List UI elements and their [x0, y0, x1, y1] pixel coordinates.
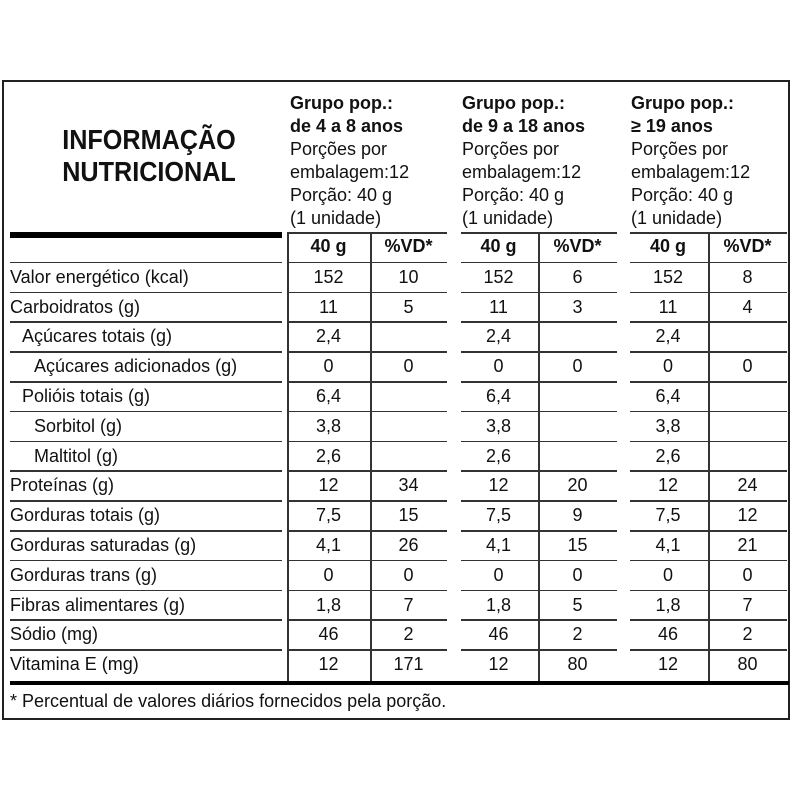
row-value: 0	[572, 356, 583, 377]
column-header-amount: 40 g	[480, 236, 517, 256]
row-value: 152	[313, 266, 344, 287]
row-value: 8	[742, 266, 753, 287]
title-line-1: INFORMAÇÃO	[62, 124, 236, 155]
row-value	[538, 322, 617, 351]
footnote: * Percentual de valores diários fornecidos pela porção.	[10, 691, 447, 711]
row-value: 80	[567, 654, 588, 675]
row-value: 6	[572, 266, 583, 287]
row-value: 24	[737, 475, 758, 496]
row-value: 4,1	[655, 535, 681, 555]
row-value: 2,6	[655, 445, 681, 466]
row-label: Vitamina E (mg)	[10, 654, 139, 675]
row-value: 7,5	[485, 505, 512, 526]
row-value: 2	[572, 624, 583, 645]
row-value	[370, 322, 447, 351]
row-value	[538, 442, 617, 471]
row-label: Gorduras saturadas (g)	[10, 535, 197, 555]
group-header-line4: embalagem:12	[631, 162, 751, 182]
row-value	[370, 412, 447, 441]
row-value: 0	[662, 356, 673, 377]
group-header	[290, 92, 409, 230]
row-value: 5	[572, 594, 583, 615]
nutrition-facts-table	[2, 80, 790, 720]
row-value: 152	[652, 266, 684, 287]
row-value: 15	[567, 535, 588, 555]
group-header-line5: Porção: 40 g	[462, 185, 565, 205]
group-header-line2: ≥ 19 anos	[631, 116, 713, 136]
row-value: 5	[403, 296, 414, 317]
row-value: 0	[493, 356, 504, 377]
group-header-line4: embalagem:12	[462, 162, 582, 182]
row-label: Polióis totais (g)	[22, 386, 151, 406]
row-value	[708, 442, 787, 471]
row-value: 12	[737, 505, 758, 526]
row-value: 0	[403, 564, 414, 585]
row-value: 2	[742, 624, 753, 645]
row-value	[538, 382, 617, 411]
row-value: 12	[657, 475, 679, 496]
row-label: Valor energético (kcal)	[10, 266, 189, 287]
row-label: Fibras alimentares (g)	[10, 594, 186, 615]
row-value: 34	[398, 475, 419, 496]
row-value	[708, 322, 787, 351]
row-value: 46	[657, 624, 679, 645]
row-divider	[287, 232, 447, 234]
title-divider	[10, 232, 282, 238]
row-label: Carboidratos (g)	[10, 296, 141, 317]
row-value: 46	[318, 624, 339, 645]
row-label: Maltitol (g)	[34, 445, 119, 466]
row-value: 7	[742, 594, 753, 615]
group-header	[631, 92, 750, 230]
bottom-divider	[10, 681, 789, 685]
row-value: 1,8	[315, 594, 342, 615]
group-header-line5: Porção: 40 g	[290, 185, 393, 205]
row-value: 152	[483, 266, 514, 287]
row-label: Açúcares totais (g)	[22, 326, 173, 347]
row-value: 0	[742, 564, 753, 585]
row-value	[370, 382, 447, 411]
column-header-vd: %VD*	[723, 236, 772, 256]
row-value	[370, 442, 447, 471]
row-value: 80	[737, 654, 758, 675]
row-value: 26	[398, 535, 419, 555]
row-value	[708, 412, 787, 441]
row-value: 11	[489, 296, 508, 317]
row-value: 12	[488, 654, 509, 675]
row-value: 3,8	[315, 415, 342, 436]
row-value: 12	[318, 475, 339, 496]
row-value: 4	[742, 296, 753, 317]
group-header-line3: Porções por	[462, 139, 560, 159]
row-value: 6,4	[485, 386, 512, 406]
row-value: 171	[393, 654, 424, 675]
row-label: Gorduras totais (g)	[10, 505, 161, 526]
row-value: 7,5	[655, 505, 681, 526]
group-header-line6: (1 unidade)	[462, 208, 554, 228]
column-header-vd: %VD*	[553, 236, 602, 256]
row-value: 7,5	[315, 505, 342, 526]
group-header-line3: Porções por	[290, 139, 388, 159]
group-header	[462, 92, 585, 230]
row-value: 15	[398, 505, 419, 526]
title-line-2: NUTRICIONAL	[62, 156, 236, 187]
row-label: Proteínas (g)	[10, 475, 115, 496]
row-value: 9	[572, 505, 583, 526]
row-value	[708, 382, 787, 411]
row-value: 2,6	[315, 445, 342, 466]
row-value: 3,8	[485, 415, 512, 436]
row-value: 0	[662, 564, 673, 585]
row-divider	[461, 232, 617, 234]
row-value: 0	[742, 356, 753, 377]
group-header-line5: Porção: 40 g	[631, 185, 734, 205]
column-header-amount: 40 g	[310, 236, 347, 256]
row-value: 2,6	[485, 445, 512, 466]
group-header-line6: (1 unidade)	[631, 208, 723, 228]
row-value: 2,4	[485, 326, 512, 347]
row-value: 6,4	[315, 386, 342, 406]
row-value: 4,1	[315, 535, 342, 555]
row-value: 11	[658, 296, 678, 317]
group-header-line1: Grupo pop.:	[290, 93, 393, 113]
row-value: 6,4	[655, 386, 681, 406]
row-value: 2,4	[655, 326, 681, 347]
row-label: Sorbitol (g)	[34, 415, 123, 436]
group-header-line1: Grupo pop.:	[631, 93, 734, 113]
row-value: 12	[488, 475, 509, 496]
row-value: 0	[403, 356, 414, 377]
row-value: 7	[403, 594, 414, 615]
row-value: 0	[493, 564, 504, 585]
row-value: 0	[323, 356, 334, 377]
row-value: 46	[488, 624, 509, 645]
row-value: 12	[657, 654, 679, 675]
row-divider	[630, 232, 787, 234]
row-value: 1,8	[485, 594, 512, 615]
row-value: 3	[572, 296, 583, 317]
row-value: 4,1	[485, 535, 512, 555]
row-value: 3,8	[655, 415, 681, 436]
group-header-line1: Grupo pop.:	[462, 93, 565, 113]
row-value	[538, 412, 617, 441]
group-header-line3: Porções por	[631, 139, 729, 159]
table-title	[46, 124, 253, 188]
row-value: 12	[318, 654, 339, 675]
row-value: 21	[737, 535, 758, 555]
group-header-line4: embalagem:12	[290, 162, 410, 182]
row-value: 2,4	[315, 326, 342, 347]
row-value: 20	[567, 475, 588, 496]
row-label: Sódio (mg)	[10, 624, 99, 645]
row-value: 0	[572, 564, 583, 585]
group-header-line2: de 4 a 8 anos	[290, 116, 404, 136]
row-label: Gorduras trans (g)	[10, 564, 158, 585]
row-value: 2	[403, 624, 414, 645]
row-value: 10	[398, 266, 419, 287]
group-header-line6: (1 unidade)	[290, 208, 382, 228]
column-header-amount: 40 g	[649, 236, 687, 256]
column-header-vd: %VD*	[384, 236, 433, 256]
row-label: Açúcares adicionados (g)	[34, 356, 238, 377]
group-header-line2: de 9 a 18 anos	[462, 116, 586, 136]
row-value: 0	[323, 564, 334, 585]
row-value: 11	[319, 296, 338, 317]
row-value: 1,8	[655, 594, 681, 615]
